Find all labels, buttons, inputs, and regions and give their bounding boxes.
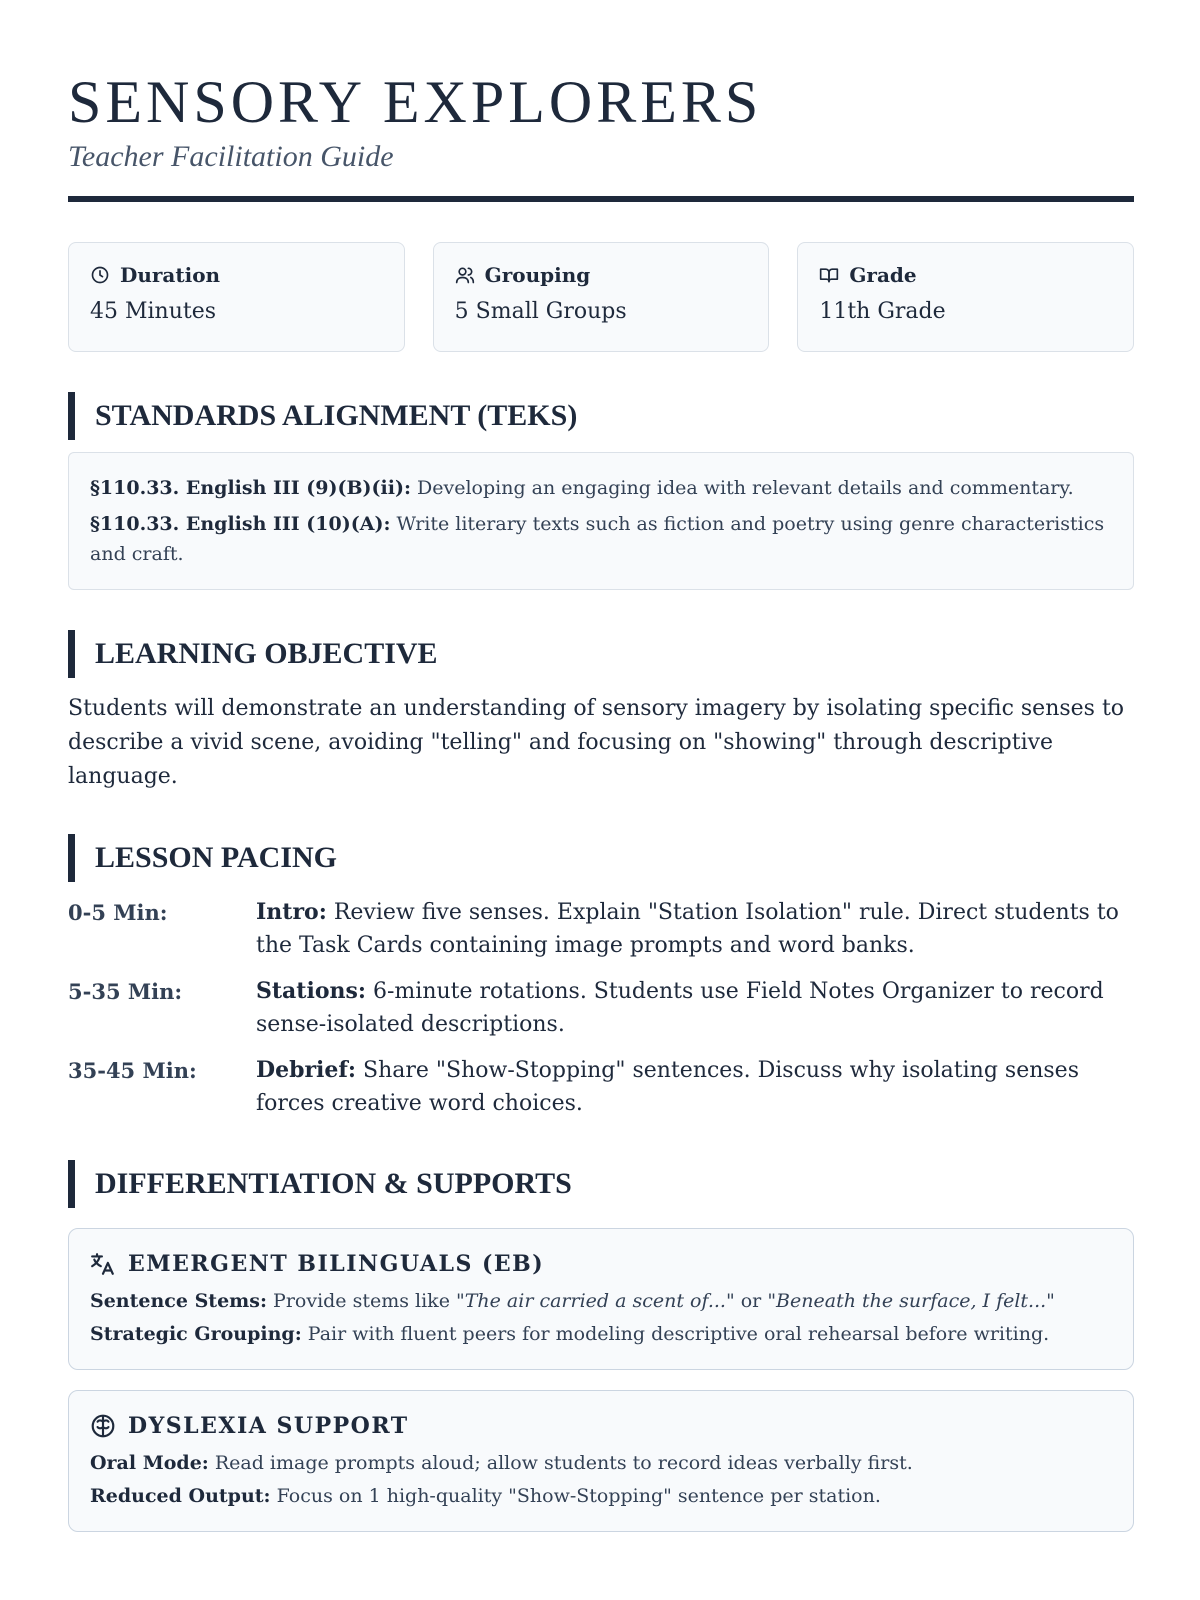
- dyslexia-support-card: [68, 1390, 1134, 1532]
- standard-item: [90, 473, 1112, 503]
- pacing-label: Debrief:: [256, 1057, 356, 1083]
- standard-text: Write literary texts such as fiction and poetry using genre characteristics and craft.: [90, 513, 1105, 565]
- objective-heading: [68, 630, 1134, 678]
- eb-grouping-line: [90, 1318, 1112, 1351]
- oral-mode-label: Oral Mode:: [90, 1452, 209, 1474]
- pacing-row: [68, 1054, 1134, 1120]
- pacing-description: [256, 975, 1134, 1041]
- reduced-output-text: Focus on 1 high-quality "Show-Stopping" sentence per station.: [276, 1485, 881, 1507]
- grade-label: Grade: [849, 263, 917, 287]
- standards-heading: [68, 392, 1134, 440]
- objective-text: Students will demonstrate an understanding of sensory imagery by isolating specific senses to describe a vivid scene, avoiding "telling" and focusing on "showing" through descriptive language.: [68, 696, 1125, 789]
- dyslexia-title: DYSLEXIA SUPPORT: [128, 1413, 409, 1439]
- grouping-label: Grouping: [484, 263, 591, 287]
- grouping-card: [433, 242, 770, 352]
- standard-text: Developing an engaging idea with relevant details and commentary.: [417, 477, 1074, 499]
- duration-card: [68, 242, 405, 352]
- oral-mode-text: Read image prompts aloud; allow students to record ideas verbally first.: [214, 1452, 913, 1474]
- section-accent-bar: [68, 1160, 75, 1208]
- pacing-description: [256, 896, 1134, 962]
- section-accent-bar: [68, 630, 75, 678]
- duration-value: 45 Minutes: [90, 299, 217, 324]
- pacing-row: [68, 896, 1134, 962]
- pacing-heading: [68, 834, 1134, 882]
- translate-icon: [90, 1251, 116, 1277]
- meta-cards: [68, 242, 1134, 352]
- pacing-list: [68, 896, 1134, 1120]
- standard-code: §110.33. English III (10)(A):: [90, 513, 391, 535]
- grouping-support-label: Strategic Grouping:: [90, 1323, 302, 1345]
- book-icon: [819, 265, 839, 285]
- pacing-label: Stations:: [256, 978, 366, 1004]
- pacing-description: [256, 1054, 1134, 1120]
- grade-value: 11th Grade: [819, 299, 946, 324]
- standard-item: [90, 509, 1112, 569]
- pacing-time: 5-35 Min:: [68, 979, 183, 1004]
- standards-box: [68, 452, 1134, 590]
- eb-title: EMERGENT BILINGUALS (EB): [128, 1251, 545, 1277]
- grouping-support-text: Pair with fluent peers for modeling descriptive oral rehearsal before writing.: [307, 1323, 1050, 1345]
- pacing-row: [68, 975, 1134, 1041]
- pacing-text: 6-minute rotations. Students use Field Notes Organizer to record sense-isolated descriptions.: [256, 979, 1104, 1037]
- grouping-value: 5 Small Groups: [454, 299, 627, 324]
- eb-stems-line: [90, 1285, 1112, 1318]
- stems-text: Provide stems like: [273, 1290, 450, 1312]
- title-divider: [68, 196, 1134, 202]
- pacing-time: 35-45 Min:: [68, 1058, 197, 1083]
- stem-example: "Beneath the surface, I felt...": [767, 1290, 1055, 1312]
- brain-icon: [90, 1413, 116, 1439]
- users-icon: [455, 265, 475, 285]
- reduced-output-label: Reduced Output:: [90, 1485, 271, 1507]
- duration-label: Duration: [120, 263, 221, 287]
- page-subtitle: Teacher Facilitation Guide: [68, 140, 394, 173]
- section-accent-bar: [68, 392, 75, 440]
- grade-card: [797, 242, 1134, 352]
- stems-label: Sentence Stems:: [90, 1290, 267, 1312]
- pacing-time: 0-5 Min:: [68, 900, 168, 925]
- oral-mode-line: [90, 1447, 1112, 1480]
- differentiation-heading: [68, 1160, 1134, 1208]
- differentiation-title: DIFFERENTIATION & SUPPORTS: [95, 1167, 572, 1200]
- page-title: SENSORY EXPLORERS: [68, 69, 763, 135]
- objective-title: LEARNING OBJECTIVE: [95, 637, 438, 670]
- pacing-label: Intro:: [256, 899, 327, 925]
- standards-title: STANDARDS ALIGNMENT (TEKS): [95, 399, 578, 432]
- reduced-output-line: [90, 1480, 1112, 1513]
- stems-connector: or: [740, 1290, 762, 1312]
- stem-example: "The air carried a scent of...": [456, 1290, 735, 1312]
- pacing-text: Share "Show-Stopping" sentences. Discuss why isolating senses forces creative word choices.: [256, 1058, 1079, 1116]
- pacing-title: LESSON PACING: [95, 841, 337, 874]
- clock-icon: [90, 265, 110, 285]
- standard-code: §110.33. English III (9)(B)(ii):: [90, 477, 411, 499]
- eb-support-card: [68, 1228, 1134, 1370]
- pacing-text: Review five senses. Explain "Station Isolation" rule. Direct students to the Task Cards containing image prompts and word banks.: [256, 900, 1119, 958]
- section-accent-bar: [68, 834, 75, 882]
